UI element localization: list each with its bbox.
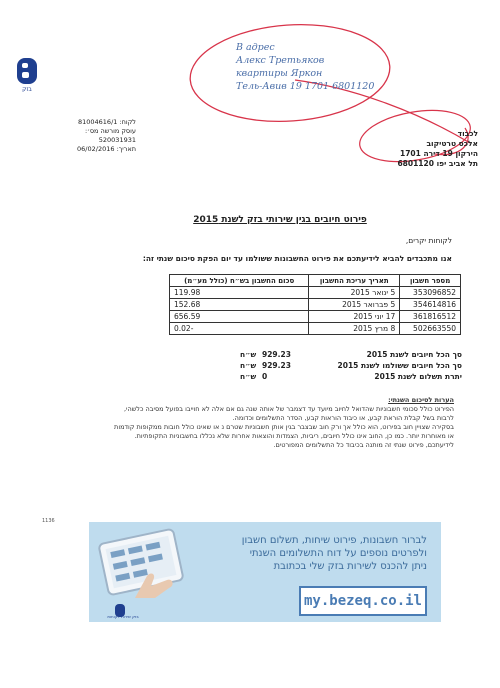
- table-header: מספר חשבון: [400, 275, 461, 287]
- amount-cell: 119.98: [170, 287, 309, 299]
- bezeq-logo-icon: [16, 56, 38, 86]
- total-label: סך הכל חיובים ששולמו לשנת 2015: [337, 361, 462, 370]
- customer-number-value: 81004616/1: [77, 118, 118, 126]
- total-row: [240, 372, 462, 383]
- banner-line: ולפרטים נוספים על דוח התשלומים השנתי: [249, 548, 427, 559]
- totals-block: [240, 350, 462, 383]
- date-value: 06/02/2016: [77, 145, 115, 153]
- notes-paragraph: או מאוחרות יותר. כמו כן, החוב אינו כולל חיובים, ריביות, הצמדות והוצאות אחרות שלא נכללו בחשבוניות התקופתיות.: [134, 432, 454, 440]
- banner-line: לברור חשבונות, פירוט שיחות, תשלום חשבון: [241, 535, 427, 546]
- total-row: [240, 350, 462, 361]
- total-value: 929.23: [262, 350, 291, 359]
- account-number-cell: 354614816: [400, 299, 461, 311]
- tablet-hand-icon: [95, 528, 195, 602]
- logo-wordmark: בזק: [22, 86, 32, 93]
- total-label: סך הכל חיובים לשנת 2015: [366, 350, 462, 359]
- banner-text: [207, 534, 427, 573]
- table-header: סכום החשבון בש״ח (כולל מע״מ): [170, 275, 309, 287]
- recipient-line: אלכס טרטיקוב: [426, 139, 478, 148]
- bill-date-cell: 17 יוני 2015: [309, 311, 400, 323]
- table-row: [170, 299, 461, 311]
- account-number-cell: 353096852: [400, 287, 461, 299]
- page-title: פירוט חיובים בגין שירותי בזק לשנת 2015: [193, 215, 367, 225]
- total-row: [240, 361, 462, 372]
- account-number-cell: 502663550: [400, 323, 461, 335]
- customer-number-row: [46, 118, 136, 127]
- notes-section: [34, 396, 454, 450]
- bill-date-cell: 5 פברואר 2015: [309, 299, 400, 311]
- notes-paragraph: לידיעתכם, פירוט שנתי זה מותנה בכיבוד כל התשלומים המפורטים.: [273, 441, 454, 449]
- total-unit: ש״ח: [240, 350, 257, 359]
- handwritten-line: квартиры Яркон: [236, 68, 323, 79]
- bezeq-url-link[interactable]: my.bezeq.co.il: [299, 586, 427, 616]
- handwritten-line: Алекс Третьяков: [236, 55, 325, 66]
- table-header-row: [170, 275, 461, 287]
- total-value: 929.23: [262, 361, 291, 370]
- total-label: יתרת תשלום לשנת 2015: [374, 372, 462, 381]
- business-number-label: עוסק מורשה מס׳:: [84, 127, 136, 135]
- business-number-value: 520031931: [98, 136, 136, 144]
- customer-info: [46, 118, 136, 154]
- recipient-address: [358, 129, 478, 169]
- customer-number-label: לקוח:: [119, 118, 136, 126]
- amount-cell: 656.59: [170, 311, 309, 323]
- table-row: [170, 287, 461, 299]
- notes-paragraph: לרבות בשל קבלת הוראת קבע, או כיבוד הוראות קבע, הסדר התשלומים וכדומה.: [232, 414, 454, 422]
- business-number-row: [46, 127, 136, 145]
- bill-date-cell: 8 מרץ 2015: [309, 323, 400, 335]
- date-label: תאריך:: [116, 145, 136, 153]
- handwritten-line: В адрес: [236, 42, 275, 53]
- total-value: 0: [262, 372, 268, 381]
- amount-cell: -0.02: [170, 323, 309, 335]
- table-header: תאריך עריכת החשבון: [309, 275, 400, 287]
- recipient-line: לכבוד: [457, 129, 478, 138]
- bills-table: [169, 274, 461, 335]
- notes-paragraph: הפירוט כולל סכומי חשבוניות שהדואל לחיוב מיועד עד דצמבר של אותה שנה גם אם אלה לא חוייבו בפועל מסיבה כלשהי,: [123, 405, 454, 413]
- banner-logo-word: בזק שירות לקוחות: [107, 614, 139, 619]
- greeting: לקוחות יקרים,: [405, 236, 452, 245]
- handwritten-line: Тель-Авив 19 1701 6801120: [236, 81, 375, 92]
- intro-text: אנו מתכבדים להביא לידיעתכם את פירוט החשבונות ששולמו עד יום הפקת סיכום שנתי זה:: [142, 254, 452, 263]
- bill-date-cell: 5 ינואר 2015: [309, 287, 400, 299]
- banner-line: ניתן להכנס לשירות בזק שלי בכתובת: [273, 561, 427, 572]
- notes-paragraph: בסקירה שצויין חוב בפירוט, הוא כולל אך ורק חוב שבצבר בגין אותן חשבוניות שטרם נ או שאינו כולל חובות ממקופות קודמות: [114, 423, 454, 431]
- recipient-line: תל אביב יפו 6801120: [397, 159, 478, 168]
- promo-banner: [89, 522, 441, 622]
- notes-heading: הערות לסיכום השנתי:: [388, 396, 454, 404]
- page-code: 1136: [42, 518, 55, 524]
- amount-cell: 152.68: [170, 299, 309, 311]
- total-unit: ש״ח: [240, 372, 257, 381]
- handwritten-address: [236, 41, 386, 93]
- table-row: [170, 311, 461, 323]
- date-row: [46, 145, 136, 154]
- table-row: [170, 323, 461, 335]
- account-number-cell: 361816512: [400, 311, 461, 323]
- total-unit: ש״ח: [240, 361, 257, 370]
- recipient-line: הירקון 19 דירה 1701: [400, 149, 478, 158]
